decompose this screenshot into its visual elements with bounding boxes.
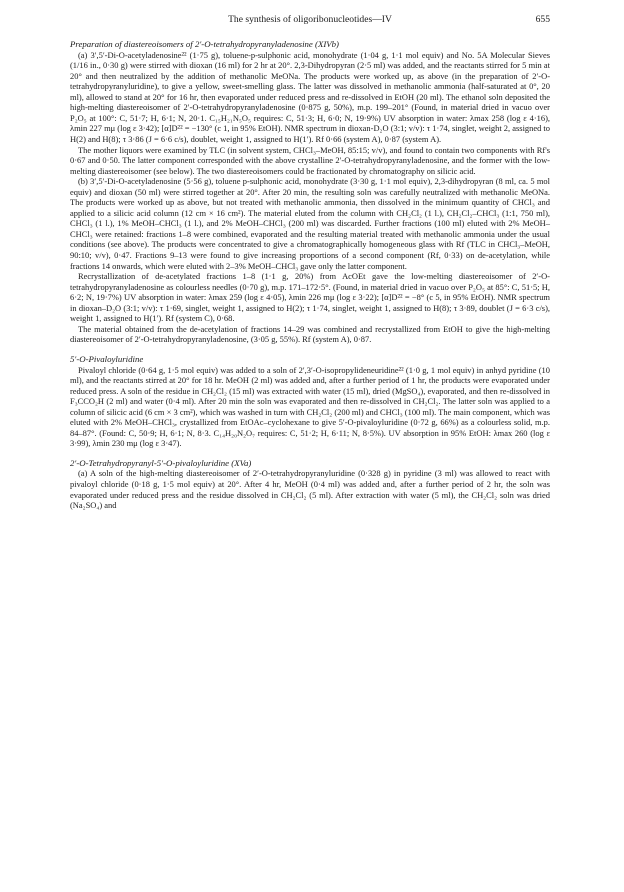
section-diastereoisomers [70, 39, 550, 345]
paragraph: Recrystallization of de-acetylated fractions 1–8 (1·1 g, 20%) from AcOEt gave the low-melting diastereoisomer of 2′-O-tetrahydropyranyladenosine as colourless needles (0·70 g), m.p. 171–172·5°. (Found, in material dried in vacuo over P₂O₅ at 85°: C, 51·5; H, 6·2; N, 19·7%) UV absorption in water: λmax 259 (log ε 4·05), λmin 226 mμ (log ε 3·22); [α]D²² = −8° (c 5, in 95% EtOH). NMR spectrum in dioxan–D₂O (3:1; v/v): τ 1·69, singlet, weight 1, assigned to H(2); τ 1·74, singlet, weight 1, assigned to H(8); τ 3·89, doublet (J = 6·3 c/s), weight 1, assigned to H(1′). Rf (system C), 0·68. [70, 271, 550, 324]
section-thp-pivaloyluridine [70, 458, 550, 511]
section-heading: 5′-O-Pivaloyluridine [70, 353, 144, 364]
running-header [70, 14, 550, 25]
paragraph: (a) A soln of the high-melting diastereoisomer of 2′-O-tetrahydropyranyluridine (0·328 g) in pyridine (3 ml) was allowed to react with pivaloyl chloride (0·18 g, 1·5 mol equiv) at 20°. After 4 hr, MeOH (0·4 ml) was added and, after a further period of 2 hr, the soln was evaporated under reduced press and the residue dissolved in CH₂Cl₂ (5 ml). After extraction with water (5 ml), the CH₂Cl₂ soln was dried (Na₂SO₄) and [70, 468, 550, 511]
paragraph: Pivaloyl chloride (0·64 g, 1·5 mol equiv) was added to a soln of 2′,3′-O-isopropylideneuridine²² (1·0 g, 1 mol equiv) in anhyd pyridine (10 ml), and the reactants stirred at 20° for 18 hr. MeOH (2 ml) was added and, after a further period of 1 hr, the products were evaporated under reduced press. A soln of the residue in CH₂Cl₂ (15 ml) was extracted with water (15 ml), dried (MgSO₄), evaporated, and then re-dissolved in F₃CCO₂H (2 ml) and water (0·4 ml). After 20 min the soln was evaporated and then re-dissolved in CH₂Cl₂. The latter soln was applied to a column of silicic acid (6 cm × 3 cm²), which was washed in turn with CH₂Cl₂ (200 ml) and CHCl₃ (100 ml). The main component, which was eluted with 2% MeOH–CHCl₃, crystallized from EtOAc–cyclohexane to give 5′-O-pivaloyluridine (0·72 g, 66%) as a colourless solid, m.p. 84–87°. (Found: C, 50·9; H, 6·1; N, 8·3. C₁₄H₂₀N₂O₇ requires: C, 51·2; H, 6·11; N, 8·5%). UV absorption in 95% EtOH: λmax 260 (log ε 3·99), λmin 230 mμ (log ε 3·47). [70, 364, 550, 449]
running-title: The synthesis of oligoribonucleotides—IV [228, 14, 392, 25]
paragraph: (a) 3′,5′-Di-O-acetyladenosine²² (1·75 g), toluene-p-sulphonic acid, monohydrate (1·04 g, 1·1 mol equiv) and No. 5A Molecular Sieves (1/16 in., 0·30 g) were stirred with dioxan (16 ml) for 2 hr at 20°. 2,3-Dihydropyran (2·5 ml) was added, and the reactants stirred for 5 min at 20° and then neutralized by the addition of methanolic MeONa. The products were worked up, as above (in the preparation of 2′-O-tetrahydropyranyluridine), to give a yellow, sweet-smelling glass. The latter was dissolved in methanolic ammonia (half-saturated at 0°, 20 ml), allowed to stand at 20° for 16 hr, then evaporated under reduced press and re-dissolved in EtOH (20 ml). The ethanol soln deposited the high-melting diastereoisomer of 2′-O-tetrahydropyranyladenosine (0·875 g, 50%), m.p. 199–201° (Found, in material dried in vacuo over P₂O₅ at 100°: C, 51·7; H, 6·1; N, 20·1. C₁₅H₂₁N₅O₅ requires: C, 51·3; H, 6·0; N, 19·9%) UV absorption in water: λmax 258 (log ε 4·16), λmin 227 mμ (log ε 3·42); [α]D²² = −130° (c 1, in 95% EtOH). NMR spectrum in dioxan-D₂O (3:1; v/v): τ 1·74, singlet, weight 2, assigned to H(2) and H(8); τ 3·86 (J = 6·6 c/s), doublet, weight 1, assigned to H(1′). Rf 0·66 (system A), 0·87 (system A). [70, 49, 550, 144]
paragraph: The material obtained from the de-acetylation of fractions 14–29 was combined and recrystallized from EtOH to give the high-melting diastereoisomer of 2′-O-tetrahydropyranyladenosine, (3·05 g, 55%). Rf (system A), 0·87. [70, 323, 550, 345]
page-number: 655 [535, 14, 550, 25]
paragraph: The mother liquors were examined by TLC (in solvent system, CHCl₃–MeOH, 85:15; v/v), and found to contain two components with Rf's 0·67 and 0·50. The latter component corresponded with the above crystalline 2′-O-tetrahydropyranyladenosine, and the former with the low-melting diastereoisomer (see below). The two diastereoisomers could be fractionated by chromatography on silicic acid. [70, 144, 550, 176]
section-heading: 2′-O-Tetrahydropyranyl-5′-O-pivaloyluridine (XVa) [70, 457, 252, 468]
section-heading: Preparation of diastereoisomers of 2′-O-tetrahydropyranyladenosine (XIVb) [70, 39, 339, 49]
section-pivaloyluridine [70, 354, 550, 449]
paragraph: (b) 3′,5′-Di-O-acetyladenosine (5·56 g), toluene p-sulphonic acid, monohydrate (3·30 g, 1·1 mol equiv), 2,3-dihydropyran (8 ml, ca. 5 mol equiv) and dioxan (50 ml) were stirred together at 20°. After 20 min, the resulting soln was carefully neutralized with methanolic MeONa. The products were worked up as above, but not treated with methanolic ammonia, then dissolved in the minimum quantity of CHCl₃ and applied to a silicic acid column (12 cm × 16 cm²). The material eluted from the column with CH₂Cl₂ (1 l.), CH₂Cl₂–CHCl₃ (1:1, 750 ml), CHCl₃ (1 l.), 1% MeOH–CHCl₃ (1 l.), and 2% MeOH–CHCl₃ (200 ml) was discarded. Further fractions (100 ml) eluted with 2% MeOH–CHCl₃ were retained: fractions 1–8 were combined, evaporated and the resulting material treated with methanolic ammonia under the usual conditions (see above). The products were concentrated to give a chromatographically homogeneous glass with Rf (TLC in CHCl₃–MeOH, 90:10; v/v), 0·47. Fractions 9–13 were found to give increasing proportions of a second component (Rf, 0·33) on de-acetylation, while fractions 14 onwards, which were eluted with 2–3% MeOH–CHCl₃ gave only the latter component. [70, 176, 550, 271]
